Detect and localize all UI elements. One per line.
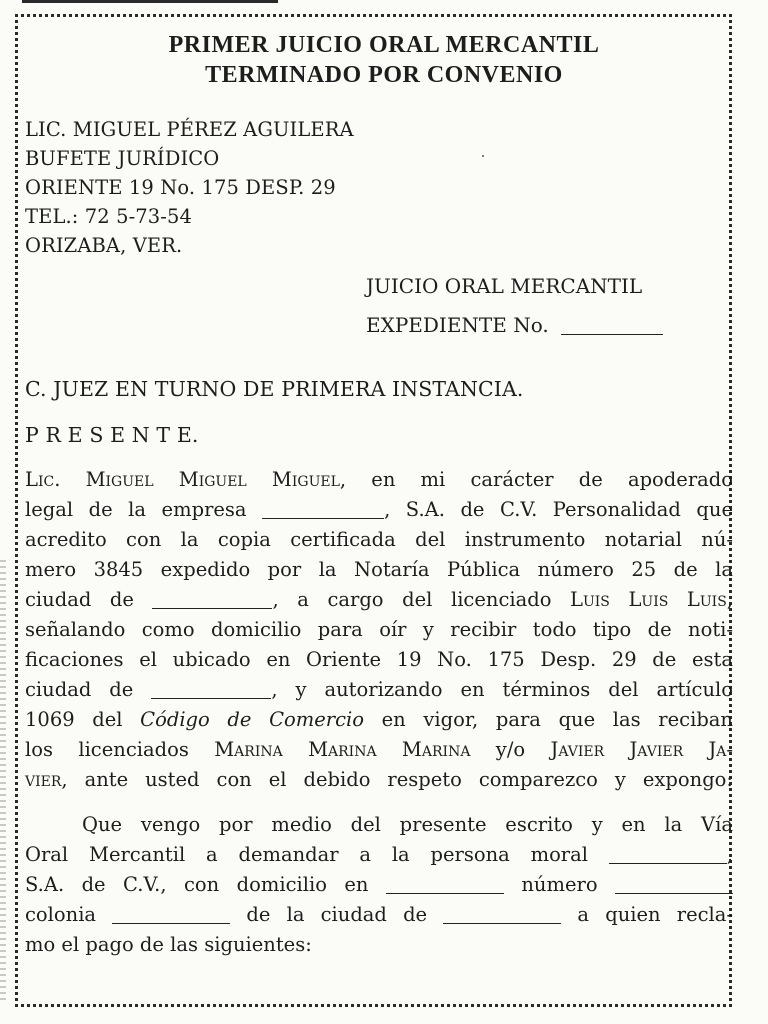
letterhead-firm: BUFETE JURÍDICO xyxy=(25,147,220,170)
p2-line-1: Que vengo por medio del presente escrito y en la Vía xyxy=(82,813,733,836)
company-blank xyxy=(262,499,384,520)
city-blank-3 xyxy=(443,904,561,925)
authorized-name-1: Marina Marina Marina xyxy=(214,738,471,761)
authorized-name-2a: Javier Javier Ja- xyxy=(550,738,733,761)
expediente-line xyxy=(366,313,663,337)
p2-line-5: mo el pago de las siguientes: xyxy=(25,933,312,956)
case-type: JUICIO ORAL MERCANTIL xyxy=(366,274,643,298)
speck xyxy=(482,155,484,157)
notary-name: Luis Luis Luis xyxy=(570,588,727,611)
top-rule xyxy=(22,0,278,3)
p2-line-4: colonia de la ciudad de a quien recla- xyxy=(25,903,733,926)
number-blank xyxy=(615,874,733,895)
p1-line-3: acredito con la copia certificada del instrumento notarial nú- xyxy=(25,528,733,551)
city-blank-1 xyxy=(152,589,272,610)
p2-line-2: Oral Mercantil a demandar a la persona moral , xyxy=(25,843,733,866)
binding-edge xyxy=(0,560,6,1000)
p1-line-2: legal de la empresa , S.A. de C.V. Personalidad que xyxy=(25,498,733,521)
p1-line-5: ciudad de , a cargo del licenciado Luis Luis Luis, xyxy=(25,588,733,611)
letterhead-address: ORIENTE 19 No. 175 DESP. 29 xyxy=(25,176,336,199)
expediente-label: EXPEDIENTE No. xyxy=(366,313,549,337)
defendant-blank xyxy=(609,844,727,865)
p1-line-9: 1069 del Código de Comercio en vigor, para que las reciban xyxy=(25,708,733,731)
p1-line-1: Lic. Miguel Miguel Miguel, en mi carácter de apoderado xyxy=(25,468,733,491)
p1-line-8: ciudad de , y autorizando en términos del artículo xyxy=(25,678,733,701)
title-line-1: PRIMER JUICIO ORAL MERCANTIL xyxy=(168,32,600,58)
title-line-2: TERMINADO POR CONVENIO xyxy=(205,62,563,88)
p1-line-11: vier, ante usted con el debido respeto comparezco y expongo: xyxy=(25,768,733,791)
presente: P R E S E N T E. xyxy=(25,423,199,447)
expediente-blank xyxy=(561,314,663,335)
authorized-name-2b: vier xyxy=(25,768,62,791)
letterhead-city: ORIZABA, VER. xyxy=(25,234,183,257)
colonia-blank xyxy=(112,904,230,925)
code-title: Código de Comercio xyxy=(140,708,364,731)
letterhead-name: LIC. MIGUEL PÉREZ AGUILERA xyxy=(25,118,354,141)
p1-line-10: los licenciados Marina Marina Marina y/o Javier Javier Ja- xyxy=(25,738,733,761)
p1-line-7: ficaciones el ubicado en Oriente 19 No. 175 Desp. 29 de esta xyxy=(25,648,733,671)
p2-line-3: S.A. de C.V., con domicilio en número xyxy=(25,873,733,896)
attorney-name: Lic. Miguel Miguel Miguel xyxy=(25,468,340,491)
address-blank xyxy=(386,874,504,895)
addressee: C. JUEZ EN TURNO DE PRIMERA INSTANCIA. xyxy=(25,377,524,401)
p1-line-4: mero 3845 expedido por la Notaría Pública número 25 de la xyxy=(25,558,733,581)
letterhead-phone: TEL.: 72 5-73-54 xyxy=(25,205,192,228)
p1-line-6: señalando como domicilio para oír y recibir todo tipo de noti- xyxy=(25,618,733,641)
city-blank-2 xyxy=(151,679,271,700)
